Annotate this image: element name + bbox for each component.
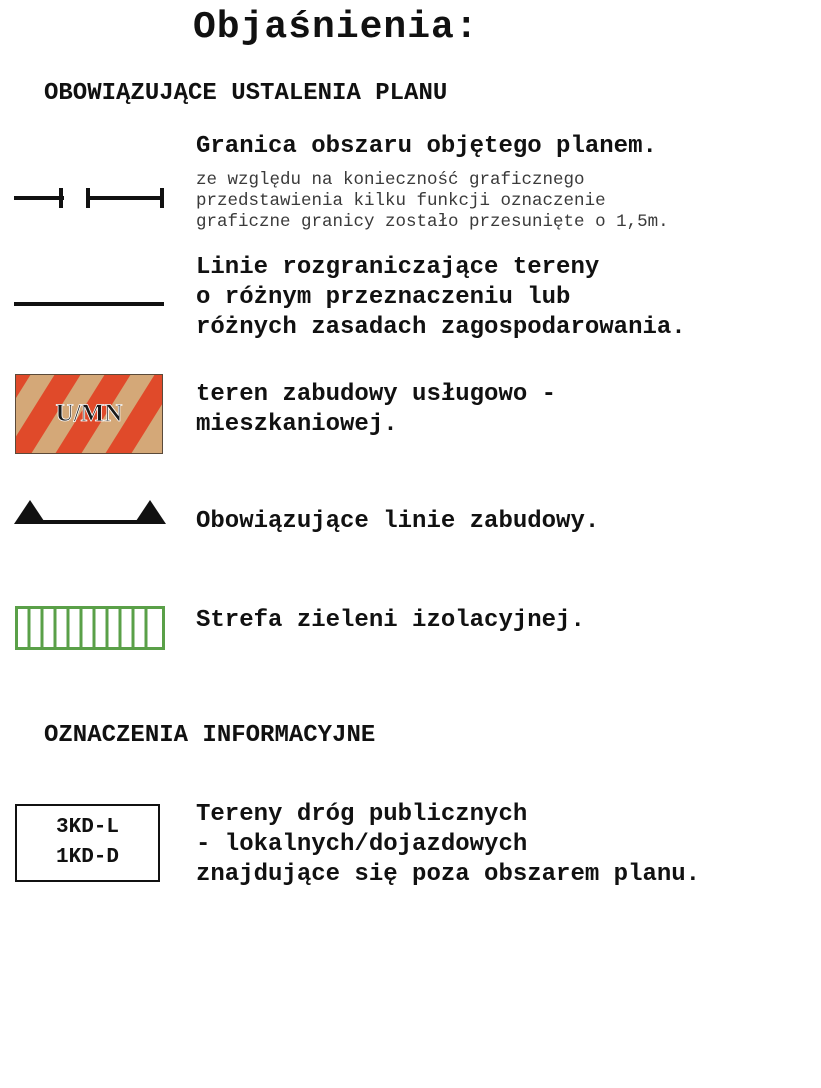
public-roads-symbol xyxy=(15,804,160,882)
note-line: graficzne granicy zostało przesunięte o 1,5m. xyxy=(196,212,669,232)
desc-line: znajdujące się poza obszarem planu. xyxy=(196,861,701,888)
note-line: ze względu na konieczność graficznego xyxy=(196,170,585,190)
road-code-access: 1KD-D xyxy=(55,846,119,869)
desc-line: Linie rozgraniczające tereny xyxy=(196,254,600,281)
desc-line: teren zabudowy usługowo - xyxy=(196,381,557,408)
building-line-symbol xyxy=(14,496,166,526)
green-zone-label: Strefa zieleni izolacyjnej. xyxy=(196,607,585,634)
public-roads-label xyxy=(196,800,700,890)
green-zone-symbol xyxy=(15,606,165,650)
demarcation-lines-label xyxy=(196,253,686,343)
desc-line: mieszkaniowej. xyxy=(196,411,398,438)
desc-line: Tereny dróg publicznych xyxy=(196,801,528,828)
building-lines-label: Obowiązujące linie zabudowy. xyxy=(196,508,600,535)
section-heading-binding: OBOWIĄZUJĄCE USTALENIA PLANU xyxy=(44,80,448,107)
service-residential-symbol xyxy=(15,374,163,454)
road-code-local: 3KD-L xyxy=(55,816,119,839)
legend-title: Objaśnienia: xyxy=(193,6,479,49)
service-residential-label xyxy=(196,380,556,440)
section-heading-info: OZNACZENIA INFORMACYJNE xyxy=(44,722,376,749)
desc-line: - lokalnych/dojazdowych xyxy=(196,831,528,858)
desc-line: o różnym przeznaczeniu lub xyxy=(196,284,571,311)
demarcation-line-symbol xyxy=(14,300,166,308)
desc-line: różnych zasadach zagospodarowania. xyxy=(196,314,686,341)
note-line: przedstawienia kilku funkcji oznaczenie xyxy=(196,191,606,211)
plan-boundary-label: Granica obszaru objętego planem. xyxy=(196,133,657,160)
service-residential-code: U/MN xyxy=(55,400,123,427)
plan-boundary-note xyxy=(196,170,669,233)
plan-boundary-symbol xyxy=(14,186,166,210)
